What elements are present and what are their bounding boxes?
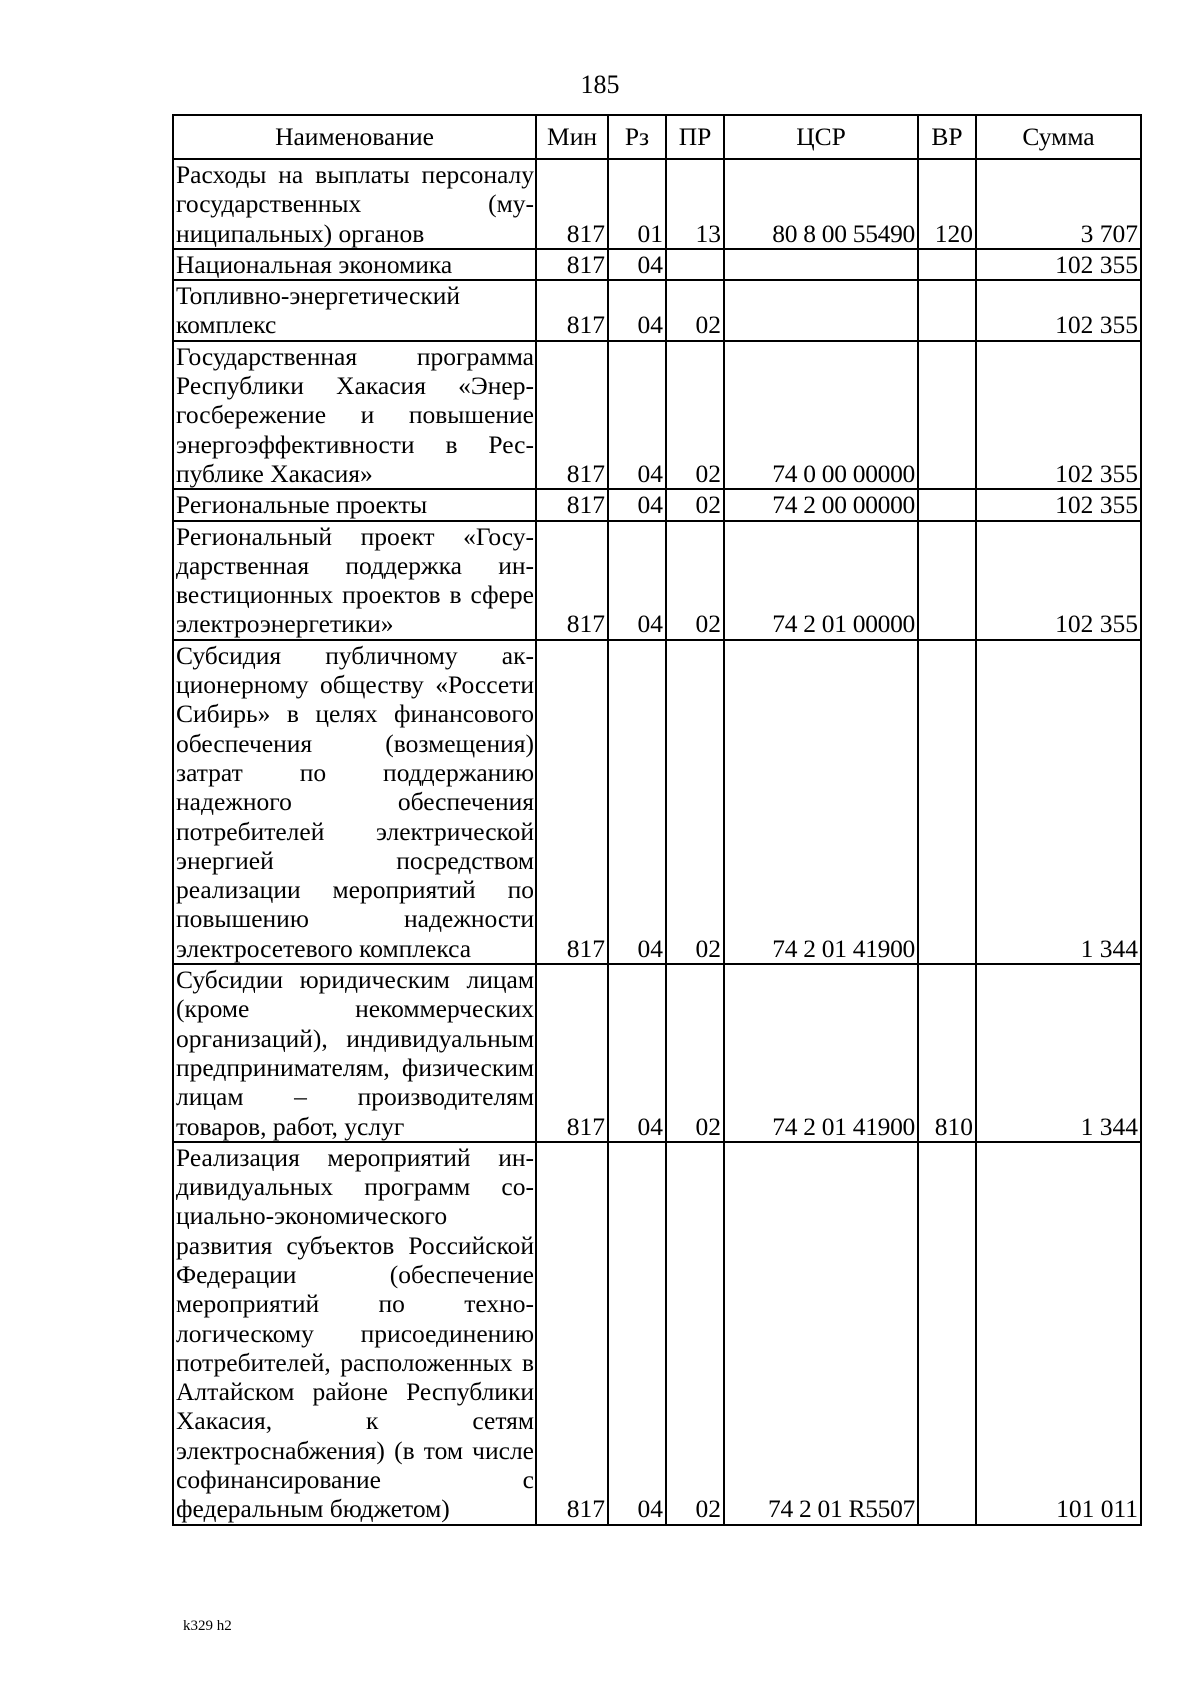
cell-rz: 04 bbox=[608, 489, 666, 520]
cell-rz: 01 bbox=[608, 159, 666, 249]
cell-rz: 04 bbox=[608, 249, 666, 280]
cell-pr: 02 bbox=[666, 341, 724, 489]
header-csr: ЦСР bbox=[724, 115, 918, 159]
cell-min: 817 bbox=[536, 1142, 608, 1525]
cell-sum: 3 707 bbox=[976, 159, 1141, 249]
header-name: Наименование bbox=[173, 115, 536, 159]
table-header-row bbox=[173, 115, 1141, 159]
cell-min: 817 bbox=[536, 640, 608, 964]
cell-csr: 80 8 00 55490 bbox=[724, 159, 918, 249]
table-row bbox=[173, 489, 1141, 520]
cell-rz: 04 bbox=[608, 341, 666, 489]
cell-name: Региональный проект «Государственная поддержка инвестиционных проектов в сфере электроэнергетики» bbox=[173, 521, 536, 640]
header-min: Мин bbox=[536, 115, 608, 159]
cell-vr: 120 bbox=[918, 159, 976, 249]
cell-sum: 1 344 bbox=[976, 964, 1141, 1142]
cell-vr bbox=[918, 521, 976, 640]
cell-min: 817 bbox=[536, 280, 608, 341]
cell-vr bbox=[918, 249, 976, 280]
header-pr: ПР bbox=[666, 115, 724, 159]
header-sum: Сумма bbox=[976, 115, 1141, 159]
table-row bbox=[173, 1142, 1141, 1525]
header-vr: ВР bbox=[918, 115, 976, 159]
cell-sum: 102 355 bbox=[976, 521, 1141, 640]
table-row bbox=[173, 249, 1141, 280]
table-row bbox=[173, 159, 1141, 249]
cell-name: Субсидии юридическим лицам (кроме некоммерческих организаций), индивидуальным предпринимателям, физическим лицам – производителям товаров, работ, услуг bbox=[173, 964, 536, 1142]
cell-name: Региональные проекты bbox=[173, 489, 536, 520]
cell-sum: 102 355 bbox=[976, 249, 1141, 280]
cell-rz: 04 bbox=[608, 640, 666, 964]
cell-pr: 02 bbox=[666, 964, 724, 1142]
cell-csr: 74 2 00 00000 bbox=[724, 489, 918, 520]
cell-vr: 810 bbox=[918, 964, 976, 1142]
cell-pr: 02 bbox=[666, 640, 724, 964]
footer-code: k329 h2 bbox=[183, 1618, 232, 1634]
cell-csr bbox=[724, 280, 918, 341]
cell-sum: 101 011 bbox=[976, 1142, 1141, 1525]
budget-table bbox=[172, 114, 1142, 1526]
table-row bbox=[173, 341, 1141, 489]
cell-rz: 04 bbox=[608, 1142, 666, 1525]
cell-sum: 102 355 bbox=[976, 489, 1141, 520]
cell-pr: 02 bbox=[666, 521, 724, 640]
cell-sum: 102 355 bbox=[976, 341, 1141, 489]
header-rz: Рз bbox=[608, 115, 666, 159]
cell-name: Национальная экономика bbox=[173, 249, 536, 280]
cell-min: 817 bbox=[536, 521, 608, 640]
table-row bbox=[173, 964, 1141, 1142]
cell-rz: 04 bbox=[608, 521, 666, 640]
cell-pr: 13 bbox=[666, 159, 724, 249]
table-row bbox=[173, 280, 1141, 341]
cell-name: Субсидия публичному акционерному обществу «Россети Сибирь» в целях финансового обеспечения (возмещения) затрат по поддержанию надежного обеспечения потребителей электрической энергией посредством реализации мероприятий по повышению надежности электросетевого комплекса bbox=[173, 640, 536, 964]
cell-csr: 74 2 01 41900 bbox=[724, 964, 918, 1142]
cell-min: 817 bbox=[536, 964, 608, 1142]
cell-rz: 04 bbox=[608, 964, 666, 1142]
cell-pr bbox=[666, 249, 724, 280]
cell-rz: 04 bbox=[608, 280, 666, 341]
cell-pr: 02 bbox=[666, 489, 724, 520]
cell-vr bbox=[918, 1142, 976, 1525]
cell-vr bbox=[918, 640, 976, 964]
cell-min: 817 bbox=[536, 489, 608, 520]
cell-name: Расходы на выплаты персоналу государственных (муниципальных) органов bbox=[173, 159, 536, 249]
table-row bbox=[173, 521, 1141, 640]
cell-min: 817 bbox=[536, 249, 608, 280]
cell-csr: 74 0 00 00000 bbox=[724, 341, 918, 489]
cell-sum: 1 344 bbox=[976, 640, 1141, 964]
cell-pr: 02 bbox=[666, 280, 724, 341]
cell-name: Государственная программа Республики Хакасия «Энергосбережение и повышение энергоэффективности в Республике Хакасия» bbox=[173, 341, 536, 489]
cell-vr bbox=[918, 280, 976, 341]
page-number: 185 bbox=[580, 70, 620, 99]
cell-csr: 74 2 01 41900 bbox=[724, 640, 918, 964]
cell-min: 817 bbox=[536, 341, 608, 489]
cell-min: 817 bbox=[536, 159, 608, 249]
cell-sum: 102 355 bbox=[976, 280, 1141, 341]
table-row bbox=[173, 640, 1141, 964]
cell-csr bbox=[724, 249, 918, 280]
cell-csr: 74 2 01 00000 bbox=[724, 521, 918, 640]
cell-vr bbox=[918, 341, 976, 489]
cell-csr: 74 2 01 R5507 bbox=[724, 1142, 918, 1525]
cell-name: Топливно-энергетический комплекс bbox=[173, 280, 536, 341]
cell-vr bbox=[918, 489, 976, 520]
cell-pr: 02 bbox=[666, 1142, 724, 1525]
cell-name: Реализация мероприятий индивидуальных программ социально-экономического развития субъектов Российской Федерации (обеспечение мероприятий по технологическому присоединению потребителей, расположенных в Алтайском районе Республики Хакасия, к сетям электроснабжения) (в том числе софинансирование с федеральным бюджетом) bbox=[173, 1142, 536, 1525]
